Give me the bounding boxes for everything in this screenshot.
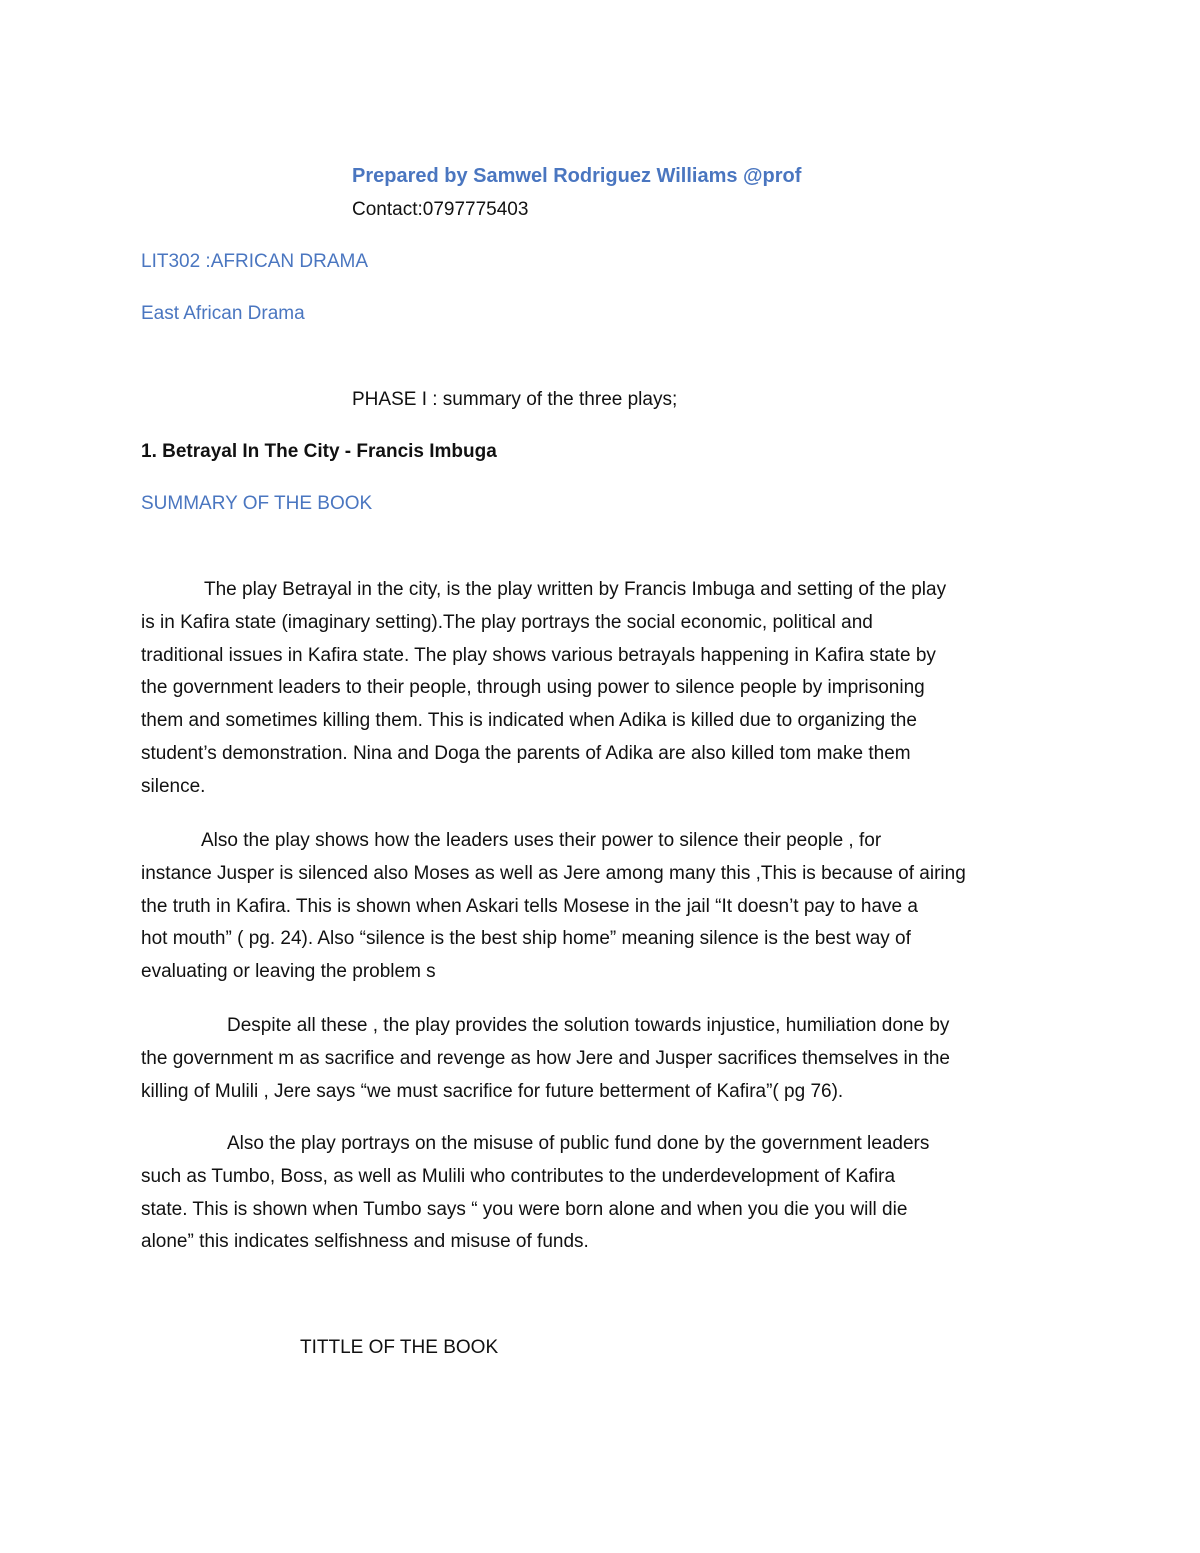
paragraph-line: such as Tumbo, Boss, as well as Mulili who contributes to the underdevelopment of Kafira: [141, 1165, 896, 1187]
paragraph-line: student’s demonstration. Nina and Doga the parents of Adika are also killed tom make them: [141, 742, 911, 764]
paragraph-line: Also the play portrays on the misuse of public fund done by the government leaders: [227, 1133, 930, 1154]
paragraph-line: evaluating or leaving the problem s: [141, 961, 436, 983]
summary-heading: SUMMARY OF THE BOOK: [141, 493, 373, 514]
contact-line: Contact:0797775403: [352, 199, 529, 220]
paragraph-line: silence.: [141, 775, 206, 797]
prepared-by-line: Prepared by Samwel Rodriguez Williams @prof: [352, 165, 802, 187]
paragraph-line: killing of Mulili , Jere says “we must sacrifice for future betterment of Kafira”( pg 76).: [141, 1080, 844, 1102]
summary-paragraph-4: [141, 1128, 1056, 1259]
course-title: LIT302 :AFRICAN DRAMA: [141, 251, 368, 272]
paragraph-line: alone” this indicates selfishness and misuse of funds.: [141, 1231, 589, 1253]
paragraph-line: The play Betrayal in the city, is the play written by Francis Imbuga and setting of the play: [204, 579, 947, 600]
course-subtitle: East African Drama: [141, 303, 305, 324]
paragraph-line: the government leaders to their people, through using power to silence people by imprisoning: [141, 677, 925, 699]
paragraph-line: Also the play shows how the leaders uses their power to silence their people , for: [201, 830, 882, 851]
paragraph-line: state. This is shown when Tumbo says “ you were born alone and when you die you will die: [141, 1198, 908, 1220]
paragraph-line: hot mouth” ( pg. 24). Also “silence is the best ship home” meaning silence is the best way of: [141, 928, 911, 950]
phase-title: PHASE I : summary of the three plays;: [352, 389, 678, 410]
play-heading: 1. Betrayal In The City - Francis Imbuga: [141, 441, 497, 462]
paragraph-line: instance Jusper is silenced also Moses as well as Jere among many this ,This is because of airing: [141, 862, 966, 884]
summary-paragraph-3: [141, 1010, 1056, 1108]
paragraph-line: is in Kafira state (imaginary setting).The play portrays the social economic, political and: [141, 611, 873, 633]
paragraph-line: the government m as sacrifice and revenge as how Jere and Jusper sacrifices themselves in the: [141, 1047, 950, 1069]
paragraph-line: Despite all these , the play provides the solution towards injustice, humiliation done by: [227, 1015, 950, 1036]
paragraph-line: the truth in Kafira. This is shown when Askari tells Mosese in the jail “It doesn’t pay to have a: [141, 895, 918, 917]
summary-paragraph-2: [141, 825, 1056, 989]
summary-paragraph-1: [141, 574, 1056, 804]
next-section-heading: TITTLE OF THE BOOK: [300, 1337, 499, 1358]
paragraph-line: traditional issues in Kafira state. The play shows various betrayals happening in Kafira state by: [141, 644, 936, 666]
paragraph-line: them and sometimes killing them. This is indicated when Adika is killed due to organizing the: [141, 710, 917, 732]
